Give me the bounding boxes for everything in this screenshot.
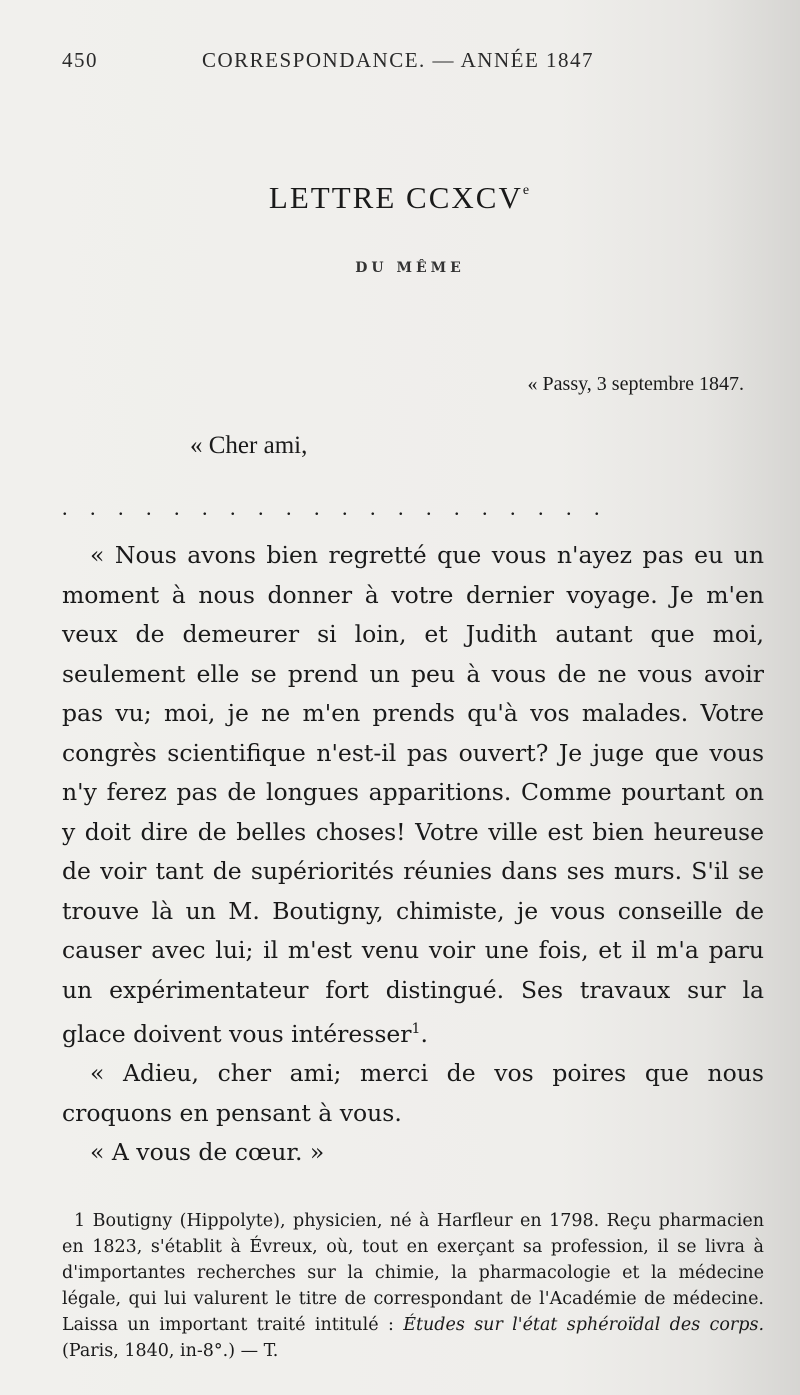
paragraph-text: « Nous avons bien regretté que vous n'ayez pas eu un moment à nous donner à votre dernier voyage. Je m'en veux de demeurer si loin, et Judith autant que moi, seulement elle se prend un peu à vous de ne vous avoir pas vu; moi, je ne m'en prends qu'à vos malades. Votre congrès scientifique n'est-il pas ouvert? Je juge que vous n'y ferez pas de longues apparitions. Comme pourtant on y doit dire de belles choses! Votre ville est bien heureuse de voir tant de supériorités réunies dans ses murs. S'il se trouve là un M. Boutigny, chimiste, je vous conseille de causer avec lui; il m'est venu voir une fois, et il m'a paru un expérimentateur fort distingué. Ses travaux sur la glace doivent vous intéresser [62,541,764,1048]
running-title: CORRESPONDANCE. — ANNÉE 1847 [202,48,595,72]
footnote [62,1208,764,1364]
letter-body [62,536,764,1173]
paragraph: « Nous avons bien regretté que vous n'ayez pas eu un moment à nous donner à votre dernier voyage. Je m'en veux de demeurer si loin, et Judith autant que moi, seulement elle se prend un peu à vous de ne vous avoir pas vu; moi, je ne m'en prends qu'à vos malades. Votre congrès scientifique n'est-il pas ouvert? Je juge que vous n'y ferez pas de longues apparitions. Comme pourtant on y doit dire de belles choses! Votre ville est bien heureuse de voir tant de supériorités réunies dans ses murs. S'il se trouve là un M. Boutigny, chimiste, je vous conseille de causer avec lui; il m'est venu voir une fois, et il m'a paru un expérimentateur fort distingué. Ses travaux sur la glace doivent vous intéresser$^1$. [62,541,764,1048]
letter-number-suffix: e [522,183,532,198]
letter-number: LETTRE CCXCV [268,180,523,215]
footnote-tail: (Paris, 1840, in-8°.) — T. [62,1341,279,1361]
paragraph: « A vous de cœur. » [90,1138,325,1167]
page-number: 450 [62,48,98,72]
letter-author: DU MÊME [355,260,465,276]
letter-salutation: « Cher ami, [190,432,308,459]
paragraph: « Adieu, cher ami; merci de vos poires que nous croquons en pensant à vous. [62,1059,764,1127]
omission-dots: .................... [62,495,622,520]
footnote-text: Boutigny (Hippolyte), physicien, né à Harfleur en 1798. Reçu pharmacien en 1823, s'établit à Évreux, où, tout en exerçant sa profession, il se livra à d'importantes recherches sur la chimie, la pharmacologie et la médecine légale, qui lui valurent le titre de correspondant de l'Académie de médecine. Laissa un important traité intitulé : [62,1211,764,1335]
running-head [62,48,662,73]
footnote-ref: 1 [411,1021,421,1037]
letter-title [0,180,800,216]
letter-dateline: « Passy, 3 septembre 1847. [527,373,744,395]
footnote-number: 1 [74,1211,86,1231]
footnote-book-title: Études sur l'état sphéroïdal des corps. [403,1315,765,1335]
